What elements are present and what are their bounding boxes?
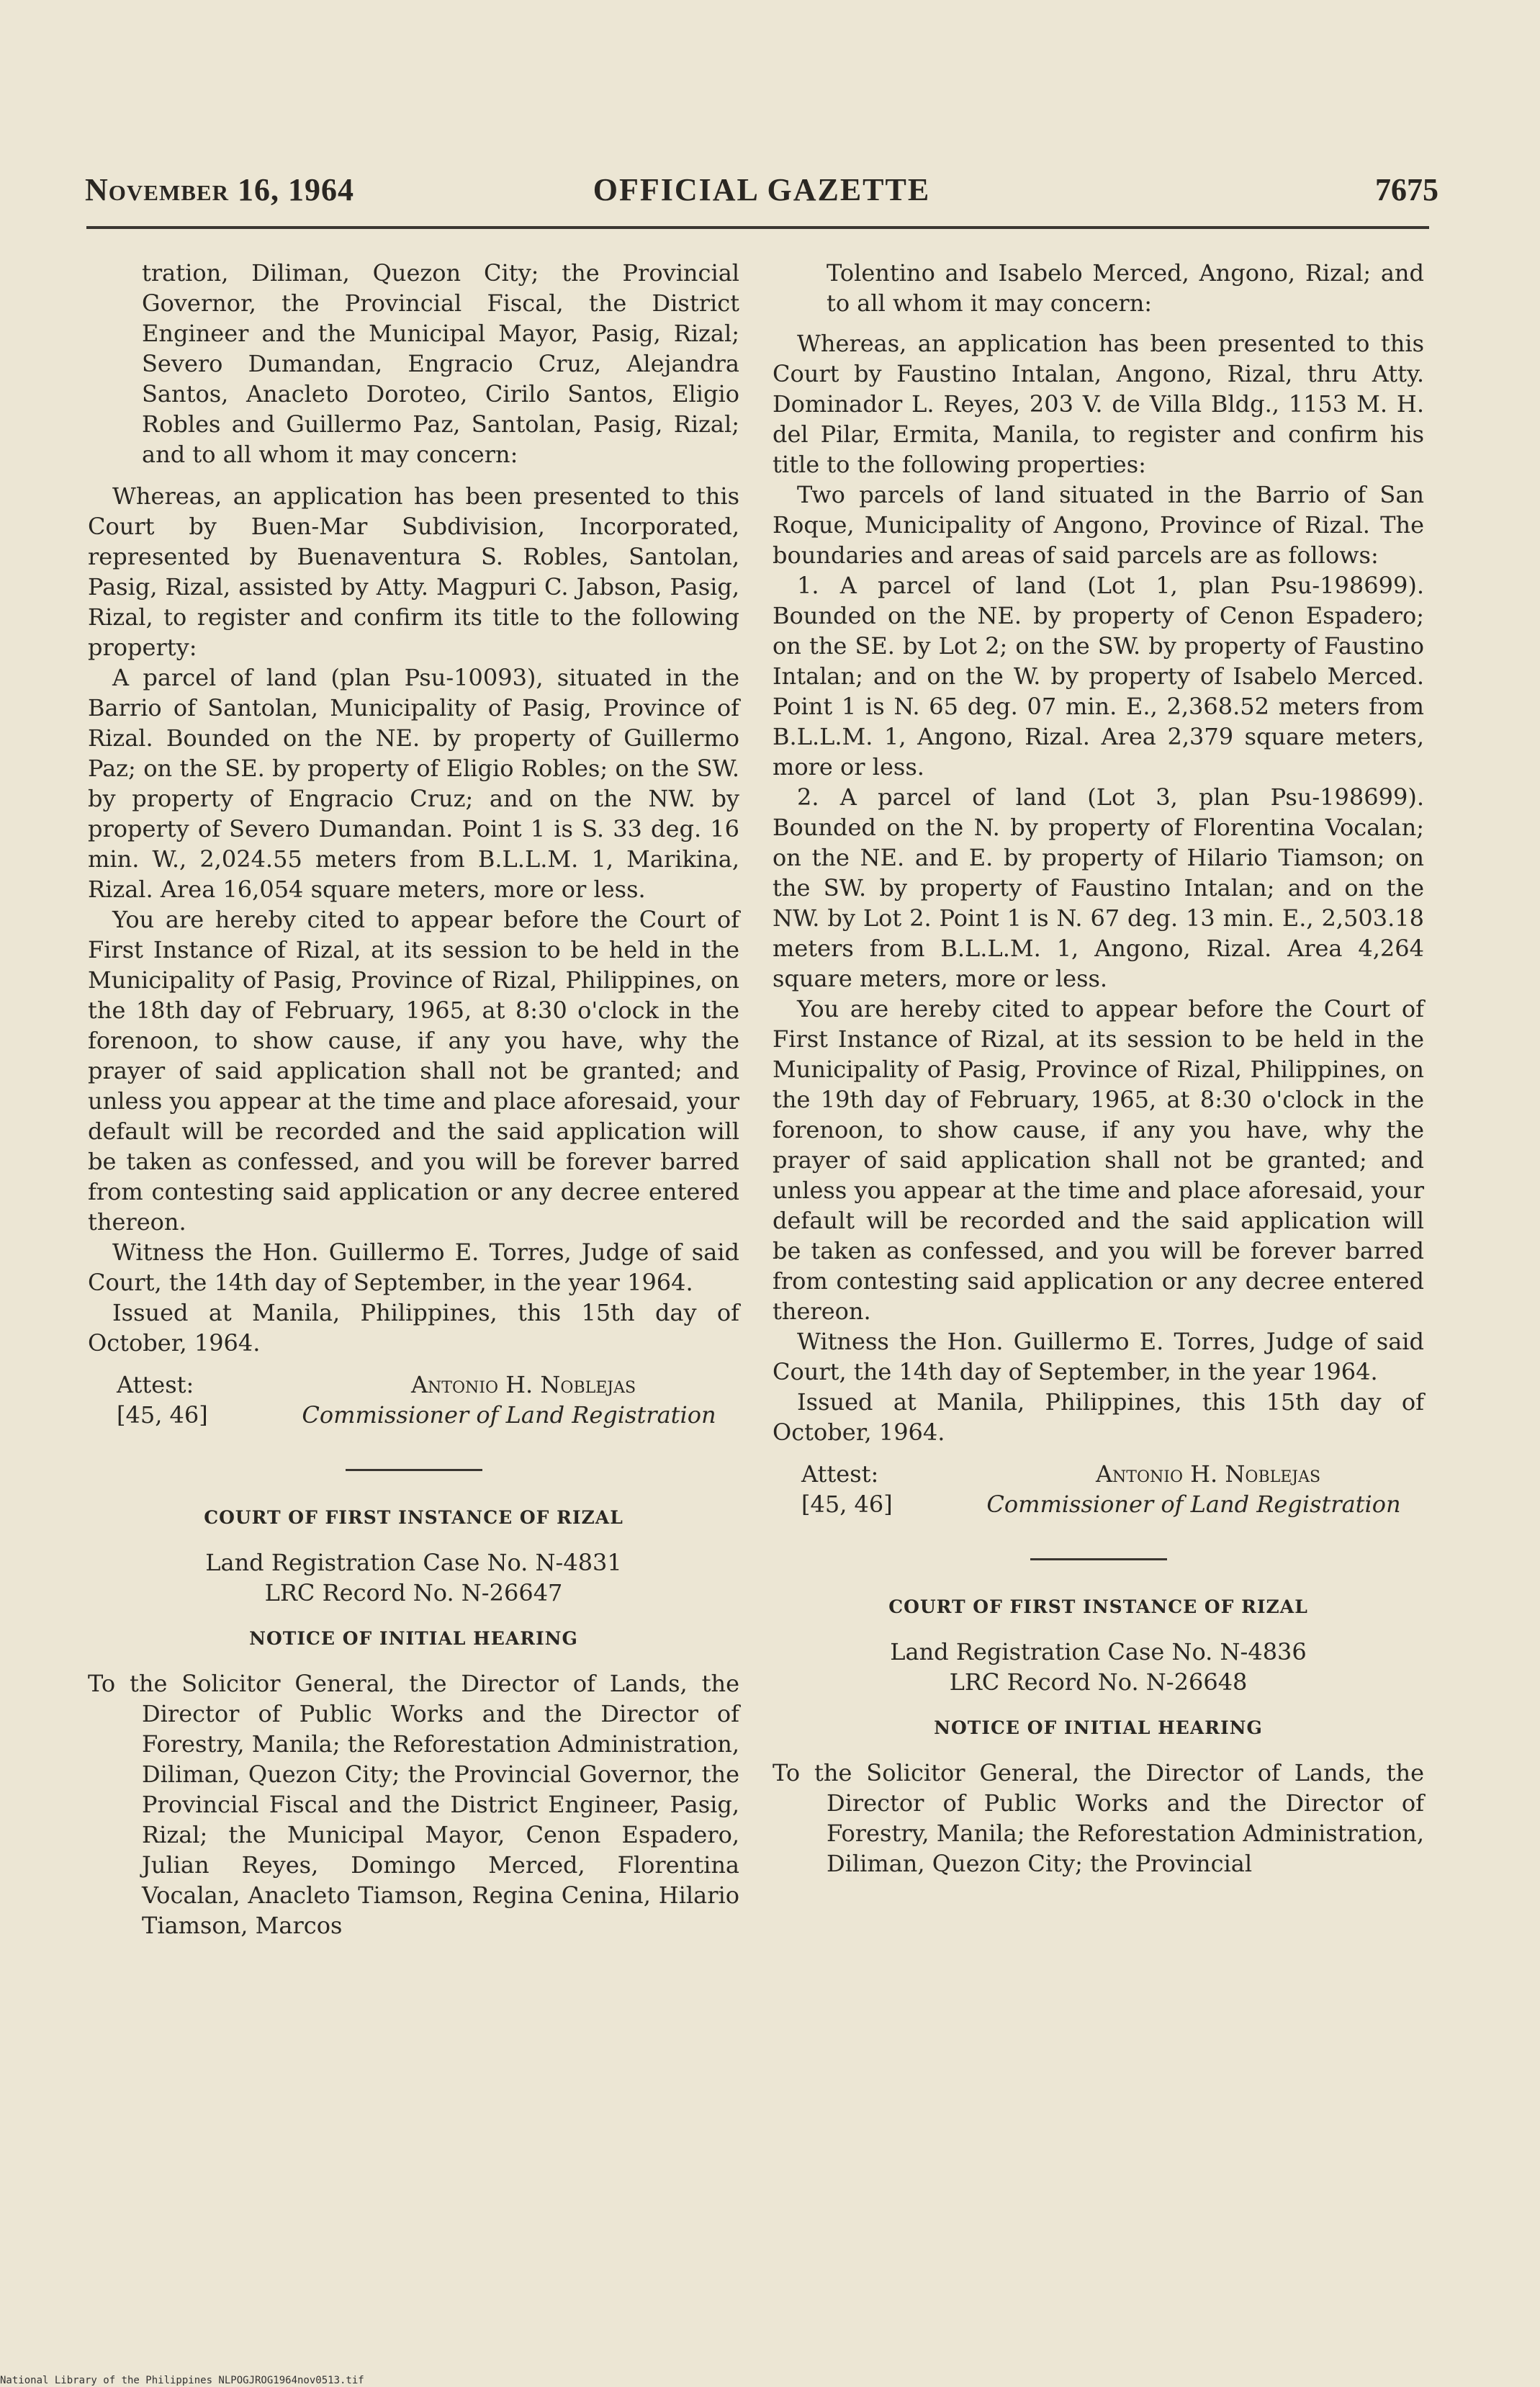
notice-heading: NOTICE OF INITIAL HEARING (934, 1717, 1263, 1738)
paragraph: Whereas, an application has been presented to this Court by Faustino Intalan, Angono, Rizal, thru Atty. Dominador L. Reyes, 203 V. de Villa Bldg., 1153 M. H. del Pilar, Ermita, Manila, to register and confirm his title to the following properties: (773, 330, 1424, 478)
paragraph: Whereas, an application has been presented to this Court by Buen-Mar Subdivision, Incorporated, represented by Buenaventura S. Robles, Santolan, Pasig, Rizal, assisted by Atty. Magpuri C. Jabson, Pasig, Rizal, to register and confirm its title to the following property: (88, 482, 739, 661)
header-rule (86, 226, 1429, 229)
issue-date: November 16, 1964 (85, 172, 354, 207)
record-number: LRC Record No. N-26647 (264, 1579, 563, 1606)
signatory-name: Antonio H. Noblejas (1095, 1460, 1321, 1488)
paragraph: You are hereby cited to appear before the Court of First Instance of Rizal, at its session to be held in the Municipality of Pasig, Province of Rizal, Philippines, on the 18th day of February, 1965, at 8:30 o'clock in the forenoon, to show cause, if any you have, why the prayer of said application shall not be granted; and unless you appear at the time and place aforesaid, your default will be recorded and the said application will be taken as confessed, and you will be forever barred from contesting said application or any decree entered thereon. (88, 906, 739, 1236)
paragraph: Two parcels of land situated in the Barrio of San Roque, Municipality of Angono, Province of Rizal. The boundaries and areas of said parcels are as follows: (773, 481, 1424, 569)
page-number: 7675 (1375, 172, 1438, 207)
paragraph: Witness the Hon. Guillermo E. Torres, Judge of said Court, the 14th day of September, in the year 1964. (773, 1328, 1424, 1385)
paragraph: A parcel of land (plan Psu-10093), situated in the Barrio of Santolan, Municipality of Pasig, Province of Rizal. Bounded on the NE. by property of Guillermo Paz; on the SE. by property of Eligio Robles; on the SW. by property of Engracio Cruz; and on the NW. by property of Severo Dumandan. Point 1 is S. 33 deg. 16 min. W., 2,024.55 meters from B.L.L.M. 1, Marikina, Rizal. Area 16,054 square meters, more or less. (88, 664, 739, 903)
attestation-block (88, 1370, 739, 1431)
address-paragraph: To the Solicitor General, the Director of Lands, the Director of Public Works and the Director of Forestry, Manila; the Reforestation Administration, Diliman, Quezon City; the Provincial Governor, the Provincial Fiscal and the District Engineer, Pasig, Rizal; the Municipal Mayor, Cenon Espadero, Julian Reyes, Domingo Merced, Florentina Vocalan, Anacleto Tiamson, Regina Cenina, Hilario Tiamson, Marcos (88, 1670, 739, 1939)
notice-heading: NOTICE OF INITIAL HEARING (249, 1628, 578, 1649)
signatory-title: Commissioner of Land Registration (302, 1401, 716, 1429)
paragraph: You are hereby cited to appear before the Court of First Instance of Rizal, at its session to be held in the Municipality of Pasig, Province of Rizal, Philippines, on the 19th day of February, 1965, at 8:30 o'clock in the forenoon, to show cause, if any you have, why the prayer of said application shall not be granted; and unless you appear at the time and place aforesaid, your default will be recorded and the said application will be taken as confessed, and you will be forever barred from contesting said application or any decree entered thereon. (773, 995, 1424, 1325)
attestation-block (773, 1459, 1424, 1521)
issue-reference: [45, 46] (117, 1401, 208, 1429)
case-number: Land Registration Case No. N-4831 (205, 1549, 622, 1576)
address-continuation: Tolentino and Isabelo Merced, Angono, Rizal; and to all whom it may concern: (827, 259, 1424, 317)
scan-footer: National Library of the Philippines NLPOGJROG1964nov0513.tif (0, 2375, 364, 2386)
paragraph: 1. A parcel of land (Lot 1, plan Psu-198699). Bounded on the NE. by property of Cenon Espadero; on the SE. by Lot 2; on the SW. by property of Faustino Intalan; and on the W. by property of Isabelo Merced. Point 1 is N. 65 deg. 07 min. E., 2,368.52 meters from B.L.L.M. 1, Angono, Rizal. Area 2,379 square meters, more or less. (773, 572, 1424, 781)
issue-reference: [45, 46] (801, 1491, 893, 1518)
signatory-title: Commissioner of Land Registration (986, 1491, 1401, 1518)
left-column (88, 258, 739, 1941)
publication-title: OFFICIAL GAZETTE (593, 172, 931, 207)
paragraph: Issued at Manila, Philippines, this 15th day of October, 1964. (88, 1299, 739, 1357)
court-heading: COURT OF FIRST INSTANCE OF RIZAL (204, 1507, 623, 1528)
section-divider (346, 1469, 482, 1471)
case-number: Land Registration Case No. N-4836 (890, 1638, 1307, 1665)
attest-label: Attest: (801, 1460, 879, 1488)
address-paragraph: To the Solicitor General, the Director of Lands, the Director of Public Works and the Director of Forestry, Manila; the Reforestation Administration, Diliman, Quezon City; the Provincial (773, 1759, 1424, 1877)
record-number: LRC Record No. N-26648 (949, 1668, 1248, 1696)
attest-label: Attest: (117, 1371, 194, 1398)
court-heading: COURT OF FIRST INSTANCE OF RIZAL (888, 1596, 1308, 1617)
signatory-name: Antonio H. Noblejas (410, 1371, 636, 1398)
page-header (85, 171, 1438, 215)
paragraph: Witness the Hon. Guillermo E. Torres, Judge of said Court, the 14th day of September, in the year 1964. (88, 1239, 739, 1296)
section-divider (1030, 1558, 1167, 1560)
paragraph: Issued at Manila, Philippines, this 15th day of October, 1964. (773, 1388, 1424, 1446)
address-continuation: tration, Diliman, Quezon City; the Provincial Governor, the Provincial Fiscal, the District Engineer and the Municipal Mayor, Pasig, Rizal; Severo Dumandan, Engracio Cruz, Alejandra Santos, Anacleto Doroteo, Cirilo Santos, Eligio Robles and Guillermo Paz, Santolan, Pasig, Rizal; and to all whom it may concern: (142, 259, 739, 468)
paragraph: 2. A parcel of land (Lot 3, plan Psu-198699). Bounded on the N. by property of Florentina Vocalan; on the NE. and E. by property of Hilario Tiamson; on the SW. by property of Faustino Intalan; and on the NW. by Lot 2. Point 1 is N. 67 deg. 13 min. E., 2,503.18 meters from B.L.L.M. 1, Angono, Rizal. Area 4,264 square meters, more or less. (773, 783, 1424, 992)
right-column (773, 258, 1424, 1879)
